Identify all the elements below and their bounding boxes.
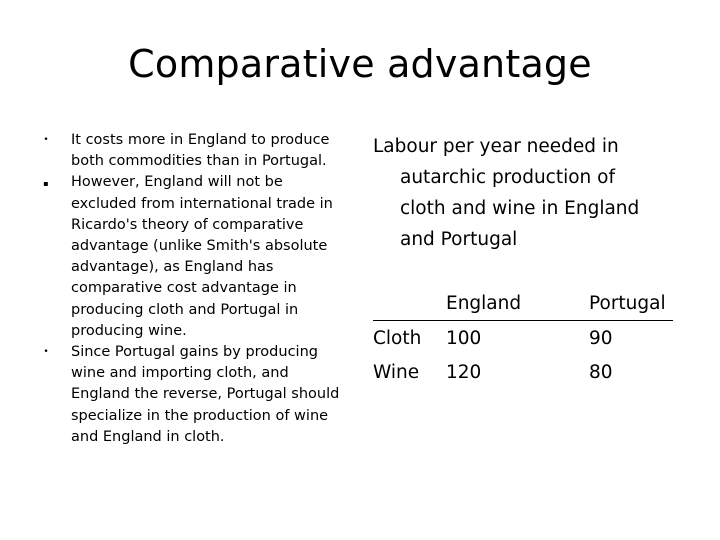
table-header-cell [373, 286, 446, 321]
table-heading [373, 131, 673, 255]
bullet-item [40, 172, 340, 342]
bullet-item [40, 342, 340, 448]
table-cell: 90 [589, 327, 613, 349]
table-cell: 100 [446, 327, 482, 349]
table-row [373, 321, 673, 356]
table-header-row [373, 286, 673, 321]
bullet-text: However, England will not be excluded from international trade in Ricardo's theory of comparative advantage (unlike Smith's absolute advantage), as England has comparative cost advantage in producing cloth and Portugal in producing wine. [71, 174, 333, 339]
table-heading-line: Labour per year needed in [373, 136, 619, 157]
table-header-cell: England [446, 286, 589, 321]
slide-title: Comparative advantage [128, 42, 592, 86]
bullet-text: It costs more in England to produce both commodities than in Portugal. [71, 132, 330, 170]
square-bullet-icon: ▪ [43, 179, 49, 189]
table-heading-line: autarchic production of [400, 167, 615, 188]
labour-table [373, 286, 673, 389]
table-cell: Cloth [373, 327, 422, 349]
table-row [373, 355, 673, 389]
bullet-list [40, 130, 340, 448]
table-cell: Wine [373, 361, 420, 383]
table-heading-line: and Portugal [400, 229, 518, 250]
bullet-item [40, 130, 340, 172]
bullet-icon: • [43, 135, 49, 145]
table-header-cell: Portugal [589, 286, 673, 321]
bullet-icon: • [43, 347, 49, 358]
table-cell: 120 [446, 361, 482, 383]
table-cell: 80 [589, 361, 613, 383]
table-heading-line: cloth and wine in England [400, 198, 640, 219]
bullet-text: Since Portugal gains by producing wine and importing cloth, and England the reverse, Portugal should specialize in the production of wine and England in cloth. [71, 344, 340, 445]
